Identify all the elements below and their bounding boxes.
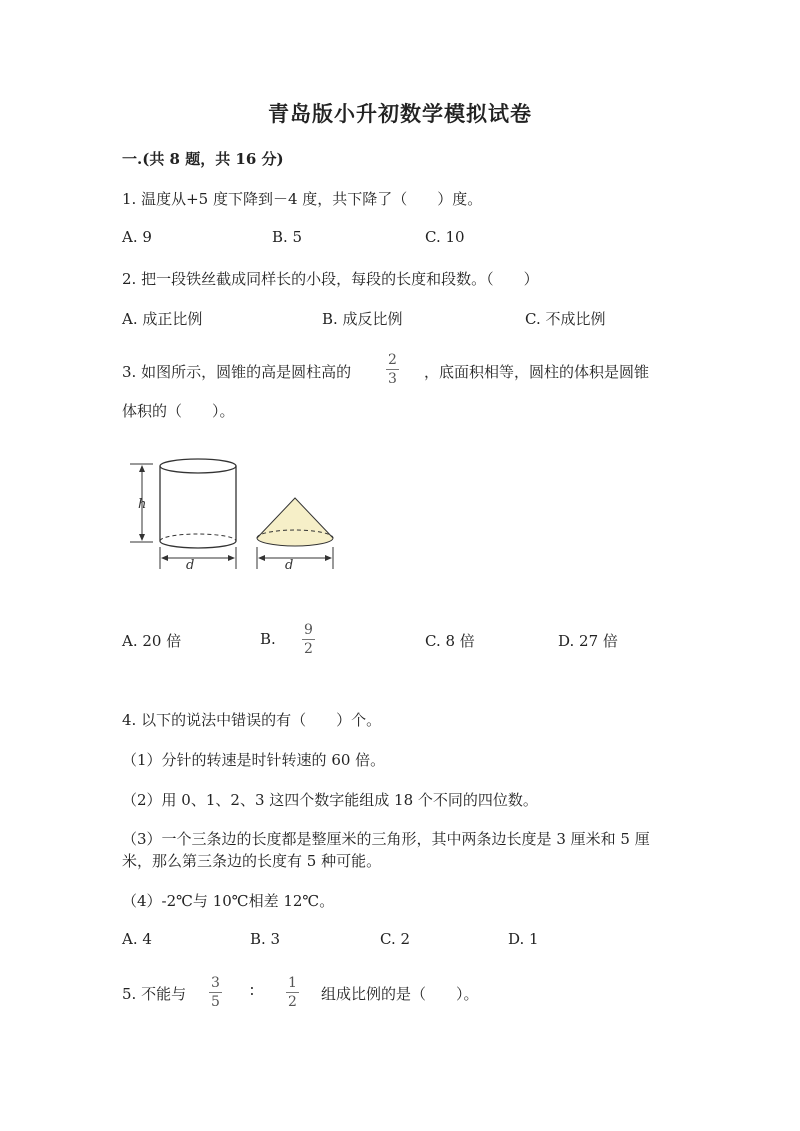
question-3-option-d: D. 27 倍	[558, 632, 618, 650]
cone-d-arrow-left	[258, 555, 265, 561]
question-3-option-b-fraction	[302, 622, 315, 657]
cyl-d-arrow-left	[161, 555, 168, 561]
question-3-stem-part2: ，底面积相等，圆柱的体积是圆锥	[424, 363, 650, 381]
question-2-option-b: B. 成反比例	[322, 310, 403, 328]
cylinder-diameter-label: d	[186, 558, 195, 573]
cyl-d-arrow-right	[228, 555, 235, 561]
cylinder-bottom-front	[160, 541, 236, 548]
question-3-option-c: C. 8 倍	[425, 632, 475, 650]
question-3-stem-part3: 体积的（ ）。	[122, 402, 235, 420]
fraction-bar	[386, 369, 399, 370]
height-arrow-down	[139, 534, 145, 541]
question-4-statement-3-line1: （3）一个三条边的长度都是整厘米的三角形，其中两条边长度是 3 厘米和 5 厘	[122, 830, 650, 848]
question-1-option-b: B. 5	[272, 228, 303, 246]
cylinder-top	[160, 459, 236, 473]
figure-svg	[128, 455, 348, 580]
question-3-fraction	[386, 352, 399, 387]
section-heading: 一.(共 8 题，共 16 分)	[122, 150, 284, 168]
question-4-statement-3-line2: 米，那么第三条边的长度有 5 种可能。	[122, 852, 382, 870]
fraction-denominator: 2	[304, 641, 313, 657]
question-4-stem: 4. 以下的说法中错误的有（ ）个。	[122, 711, 382, 729]
cone-body	[257, 498, 333, 546]
question-1-option-a: A. 9	[122, 228, 152, 246]
question-5-stem-part1: 5. 不能与	[122, 985, 187, 1003]
question-1-option-c: C. 10	[425, 228, 465, 246]
question-4-option-d: D. 1	[508, 930, 539, 948]
fraction-numerator: 3	[211, 975, 220, 991]
fraction-bar	[209, 992, 222, 993]
fraction-denominator: 2	[288, 994, 297, 1010]
question-4-statement-1: （1）分针的转速是时针转速的 60 倍。	[122, 751, 386, 769]
question-2-option-c: C. 不成比例	[525, 310, 606, 328]
question-2-option-a: A. 成正比例	[122, 310, 203, 328]
fraction-denominator: 5	[211, 994, 220, 1010]
question-5-fraction-1	[209, 975, 222, 1010]
ratio-colon: ∶	[250, 982, 254, 1000]
fraction-numerator: 2	[388, 352, 397, 368]
fraction-numerator: 1	[288, 975, 297, 991]
question-5-fraction-2	[286, 975, 299, 1010]
question-4-option-c: C. 2	[380, 930, 411, 948]
fraction-bar	[286, 992, 299, 993]
page-title: 青岛版小升初数学模拟试卷	[268, 101, 532, 126]
fraction-numerator: 9	[304, 622, 313, 638]
fraction-denominator: 3	[388, 371, 397, 387]
question-5-stem-part2: 组成比例的是（ ）。	[321, 985, 479, 1003]
cylinder-cone-figure	[128, 455, 348, 580]
height-label: h	[138, 497, 147, 512]
question-3-option-b: B.	[260, 630, 276, 648]
question-3-option-a: A. 20 倍	[122, 632, 182, 650]
cylinder-bottom-back	[160, 534, 236, 541]
cone-d-arrow-right	[325, 555, 332, 561]
fraction-bar	[302, 639, 315, 640]
question-1-stem: 1. 温度从+5 度下降到－4 度，共下降了（ ）度。	[122, 190, 483, 208]
height-arrow-up	[139, 465, 145, 472]
question-4-statement-2: （2）用 0、1、2、3 这四个数字能组成 18 个不同的四位数。	[122, 791, 538, 809]
question-4-option-a: A. 4	[122, 930, 152, 948]
question-3-stem-part1: 3. 如图所示，圆锥的高是圆柱高的	[122, 363, 352, 381]
question-2-stem: 2. 把一段铁丝截成同样长的小段，每段的长度和段数。（ ）	[122, 270, 539, 288]
question-4-option-b: B. 3	[250, 930, 281, 948]
question-4-statement-4: （4）-2℃与 10℃相差 12℃。	[122, 892, 335, 910]
cone-diameter-label: d	[285, 558, 294, 573]
